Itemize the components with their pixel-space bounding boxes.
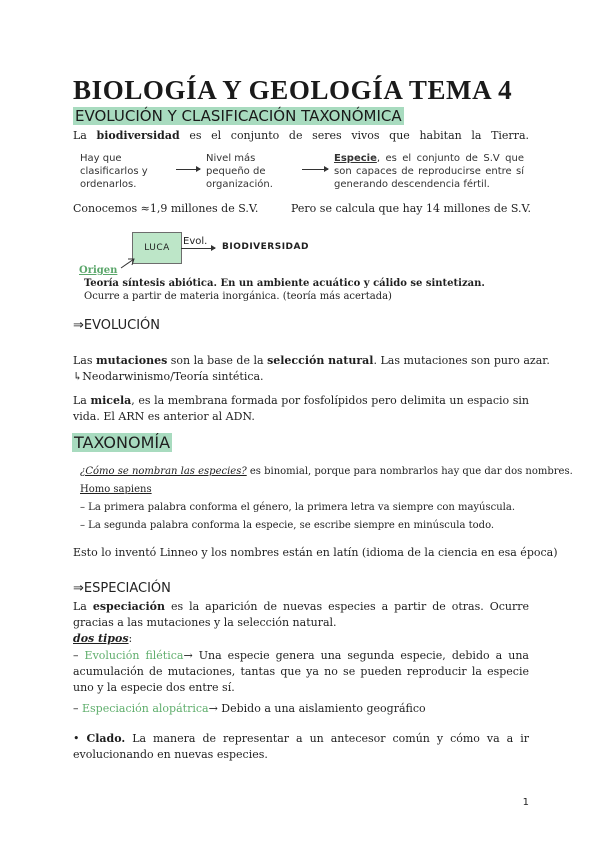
- arrow-icon: [302, 169, 328, 170]
- naming-question: ¿Cómo se nombran las especies? es binomial, porque para nombrarlos hay que dar dos nombres.: [80, 466, 573, 477]
- example-name: Homo sapiens: [80, 484, 152, 495]
- speciation-definition: La especiación es la aparición de nuevas especies a partir de otras. Ocurre gracias a las mutaciones y la selección natural.: [73, 600, 530, 629]
- neodarwinism-note: ↳Neodarwinismo/Teoría sintética.: [73, 370, 264, 383]
- linneo-note: Esto lo inventó Linneo y los nombres están en latín (idioma de la ciencia en esa época): [73, 546, 558, 559]
- evol-label: Evol.: [183, 236, 208, 247]
- micela-paragraph: La micela, es la membrana formada por fosfolípidos pero delimita un espacio sin vida. El ARN es anterior al ADN.: [73, 394, 529, 423]
- box-level: Nivel más pequeño de organización.: [206, 153, 273, 190]
- page-title: BIOLOGÍA Y GEOLOGÍA TEMA 4: [73, 75, 513, 105]
- arrow-icon: [181, 248, 215, 249]
- origin-theory: Teoría síntesis abiótica. En un ambiente acuático y cálido se sintetizan. Ocurre a partir de materia inorgánica. (teoría más acertada): [84, 278, 485, 302]
- taxonomy-heading: TAXONOMÍA: [74, 433, 171, 452]
- evolution-heading: ⇒EVOLUCIÓN: [73, 318, 160, 333]
- box-classify: Hay que clasificarlos y ordenarlos.: [80, 153, 148, 190]
- clado-paragraph: • Clado. La manera de representar a un antecesor común y cómo va a ir evolucionando en nuevas especies.: [73, 732, 529, 761]
- origin-arrow-icon: [118, 257, 138, 271]
- rule-species: – La segunda palabra conforma la especie, se escribe siempre en minúscula todo.: [80, 520, 495, 531]
- speciation-heading: ⇒ESPECIACIÓN: [73, 581, 171, 596]
- phyletic-evolution: – Evolución filética→ Una especie genera una segunda especie, debido a una acumulación de mutaciones, tantas que ya no se pueden reproducir la especie uno y la especie dos entre sí.: [73, 649, 529, 694]
- rule-genus: – La primera palabra conforma el género, la primera letra va siempre con mayúscula.: [80, 502, 516, 513]
- arrow-icon: [176, 169, 200, 170]
- intro-paragraph: La biodiversidad es el conjunto de seres vivos que habitan la Tierra.: [73, 129, 530, 142]
- box-species: Especie, es el conjunto de S.V que son capaces de reproducirse entre sí generando descendencia fértil.: [334, 153, 524, 190]
- count-known: Conocemos ≈1,9 millones de S.V.: [73, 202, 259, 215]
- origin-label: Origen: [79, 265, 118, 276]
- luca-box: LUCA: [132, 232, 182, 264]
- biodiversity-label: BIODIVERSIDAD: [222, 242, 309, 252]
- page-number: 1: [522, 797, 529, 808]
- types-label: dos tipos:: [73, 632, 133, 645]
- allopatric-speciation: – Especiación alopátrica→ Debido a una aislamiento geográfico: [73, 702, 426, 715]
- mutations-paragraph: Las mutaciones son la base de la selección natural. Las mutaciones son puro azar.: [73, 354, 550, 367]
- page-subtitle: EVOLUCIÓN Y CLASIFICACIÓN TAXONÓMICA: [75, 107, 402, 125]
- count-estimated: Pero se calcula que hay 14 millones de S.V.: [291, 202, 532, 215]
